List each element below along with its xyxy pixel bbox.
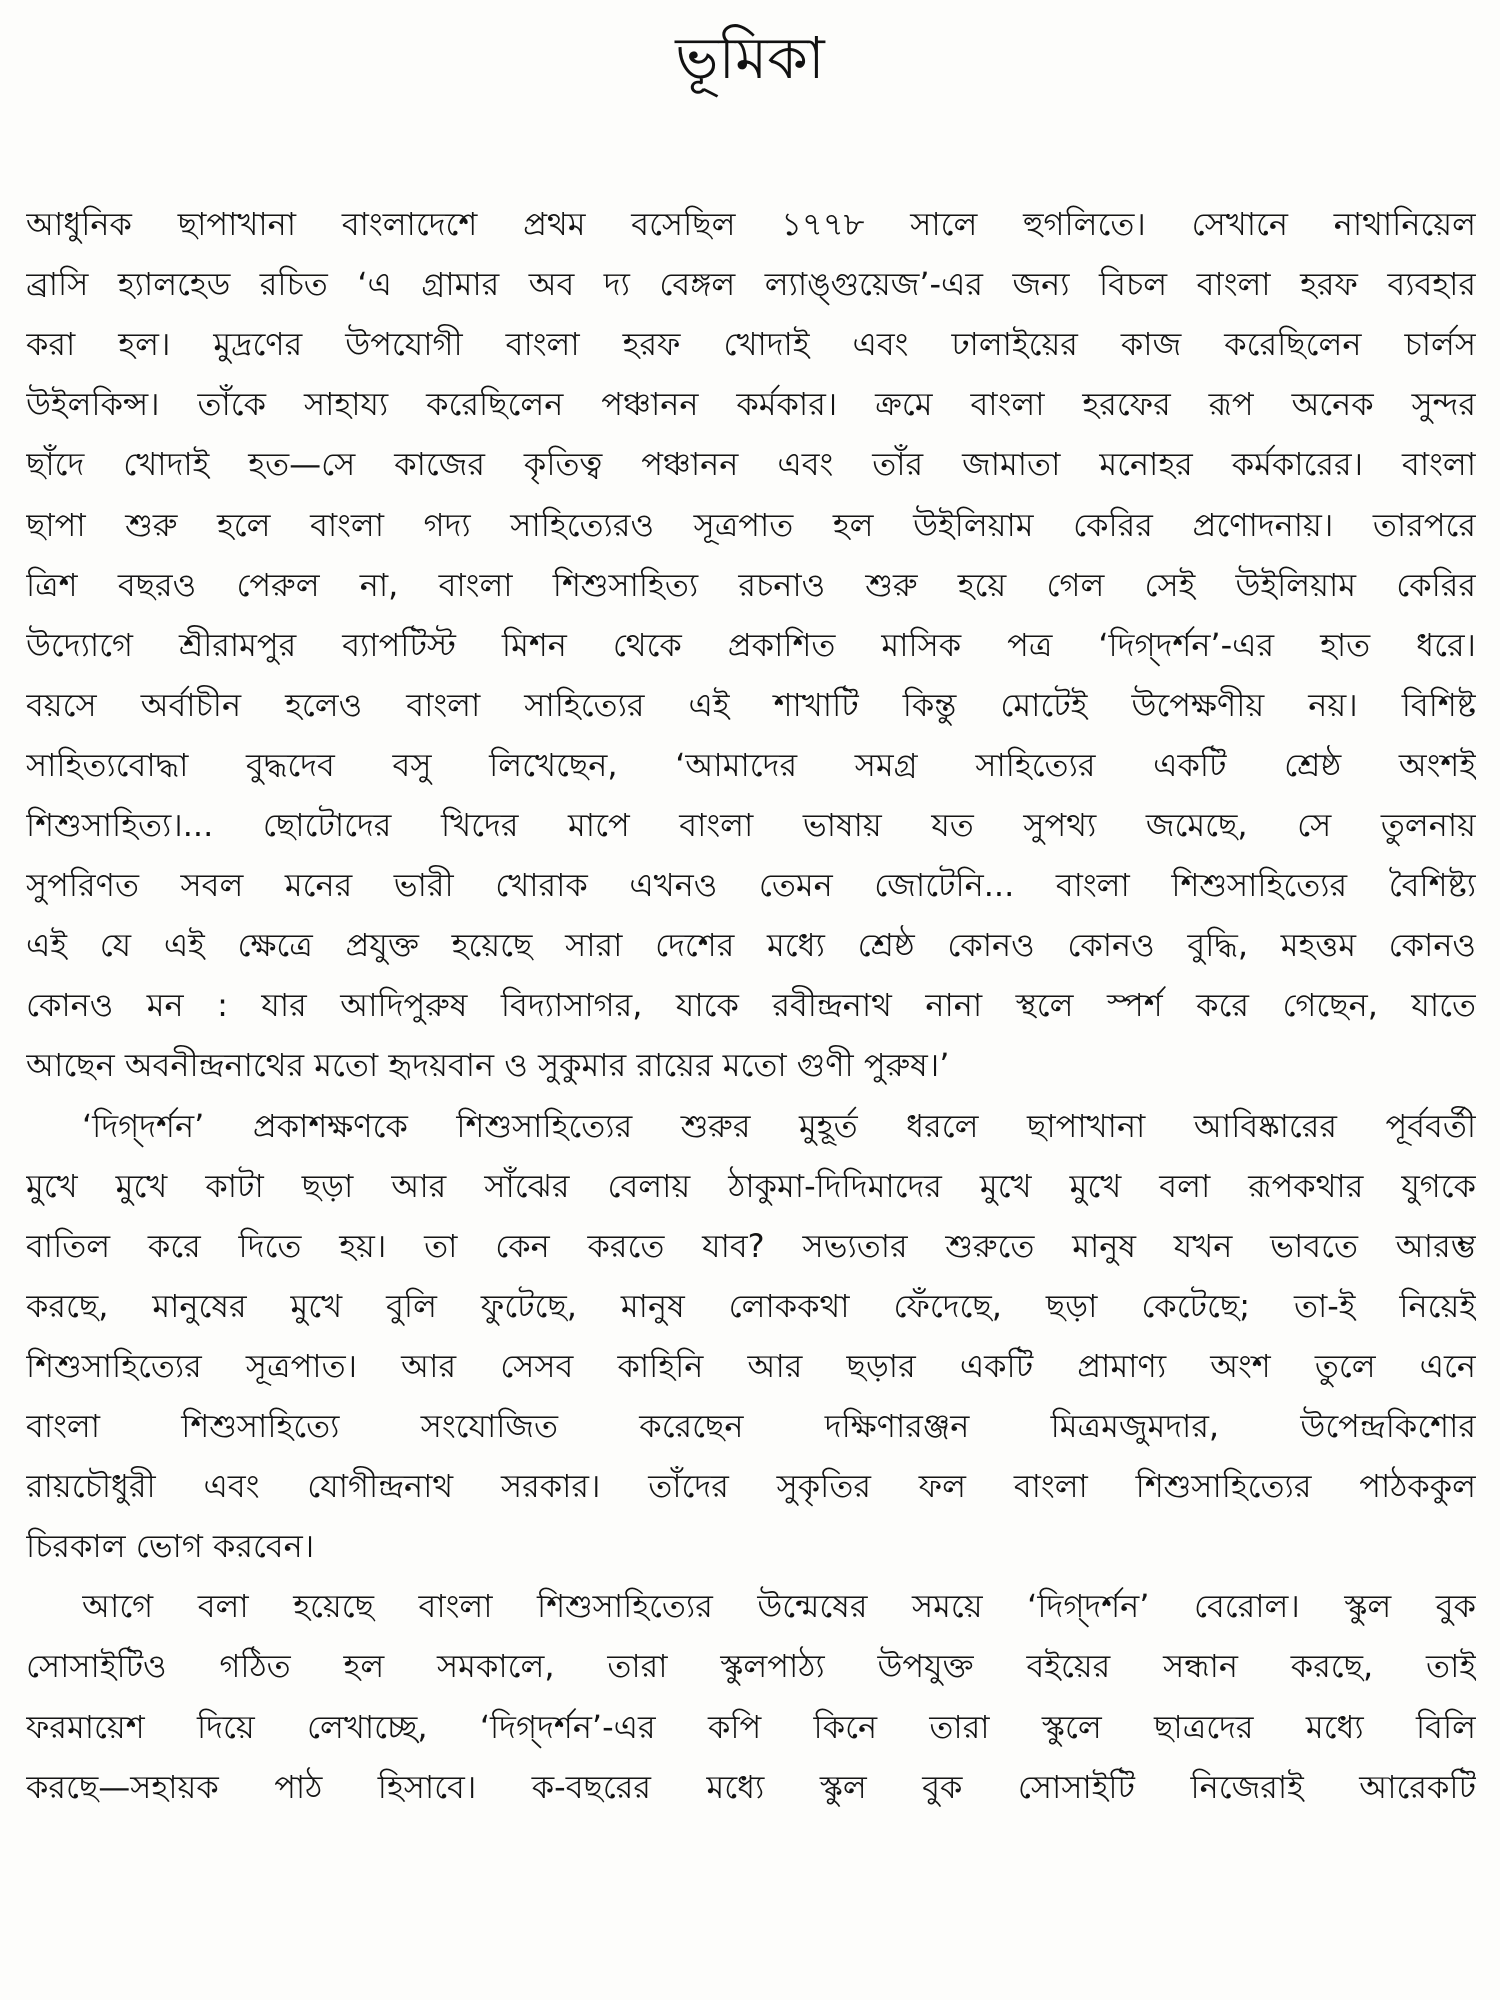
text-line: আছেন অবনীন্দ্রনাথের মতো হৃদয়বান ও সুকুমার রায়ের মতো গুণী পুরুষ।’ xyxy=(26,1046,950,1084)
text-line: সাহিত্যবোদ্ধা বুদ্ধদেব বসু লিখেছেন, ‘আমাদের সমগ্র সাহিত্যের একটি শ্রেষ্ঠ অংশই xyxy=(26,746,1476,784)
text-line: এই যে এই ক্ষেত্রে প্রযুক্ত হয়েছে সারা দেশের মধ্যে শ্রেষ্ঠ কোনও কোনও বুদ্ধি, মহত্তম কোনও xyxy=(26,926,1476,964)
text-line: বয়সে অর্বাচীন হলেও বাংলা সাহিত্যের এই শাখাটি কিন্তু মোটেই উপেক্ষণীয় নয়। বিশিষ্ট xyxy=(26,686,1476,724)
text-line: করছে—সহায়ক পাঠ হিসাবে। ক-বছরের মধ্যে স্কুল বুক সোসাইটি নিজেরাই আরেকটি xyxy=(26,1768,1476,1806)
text-line: ছাঁদে খোদাই হত—সে কাজের কৃতিত্ব পঞ্চানন এবং তাঁর জামাতা মনোহর কর্মকারের। বাংলা xyxy=(26,445,1476,483)
text-line: আগে বলা হয়েছে বাংলা শিশুসাহিত্যের উন্মেষের সময়ে ‘দিগ্‌দর্শন’ বেরোল। স্কুল বুক xyxy=(82,1587,1476,1625)
text-line: ব্রাসি হ্যালহেড রচিত ‘এ গ্রামার অব দ্য বেঙ্গল ল্যাঙ্গুয়েজ’-এর জন্য বিচল বাংলা হরফ ব্যবহার xyxy=(26,265,1476,303)
text-line: শিশুসাহিত্যের সূত্রপাত। আর সেসব কাহিনি আর ছড়ার একটি প্রামাণ্য অংশ তুলে এনে xyxy=(26,1347,1476,1385)
text-line: ত্রিশ বছরও পেরুল না, বাংলা শিশুসাহিত্য রচনাও শুরু হয়ে গেল সেই উইলিয়াম কেরির xyxy=(26,566,1476,604)
text-line: করছে, মানুষের মুখে বুলি ফুটেছে, মানুষ লোককথা ফেঁদেছে, ছড়া কেটেছে; তা-ই নিয়েই xyxy=(26,1287,1476,1325)
text-line: কোনও মন : যার আদিপুরুষ বিদ্যাসাগর, যাকে রবীন্দ্রনাথ নানা স্থলে স্পর্শ করে গেছেন, যাতে xyxy=(26,986,1476,1024)
text-line: ছাপা শুরু হলে বাংলা গদ্য সাহিত্যেরও সূত্রপাত হল উইলিয়াম কেরির প্রণোদনায়। তারপরে xyxy=(26,506,1476,544)
text-line: সোসাইটিও গঠিত হল সমকালে, তারা স্কুলপাঠ্য উপযুক্ত বইয়ের সন্ধান করছে, তাই xyxy=(26,1647,1476,1685)
text-line: উদ্যোগে শ্রীরামপুর ব্যাপটিস্ট মিশন থেকে প্রকাশিত মাসিক পত্র ‘দিগ্‌দর্শন’-এর হাত ধরে। xyxy=(26,626,1476,664)
text-line: বাংলা শিশুসাহিত্যে সংযোজিত করেছেন দক্ষিণারঞ্জন মিত্রমজুমদার, উপেন্দ্রকিশোর xyxy=(26,1407,1476,1445)
page-title: ভূমিকা xyxy=(675,24,825,92)
text-line: করা হল। মুদ্রণের উপযোগী বাংলা হরফ খোদাই এবং ঢালাইয়ের কাজ করেছিলেন চার্লস xyxy=(26,325,1476,363)
text-line: ‘দিগ্‌দর্শন’ প্রকাশক্ষণকে শিশুসাহিত্যের শুরুর মুহূর্ত ধরলে ছাপাখানা আবিষ্কারের পূর্ববর্তী xyxy=(82,1107,1476,1145)
text-line: ফরমায়েশ দিয়ে লেখাচ্ছে, ‘দিগ্‌দর্শন’-এর কপি কিনে তারা স্কুলে ছাত্রদের মধ্যে বিলি xyxy=(26,1708,1476,1746)
text-line: মুখে মুখে কাটা ছড়া আর সাঁঝের বেলায় ঠাকুমা-দিদিমাদের মুখে মুখে বলা রূপকথার যুগকে xyxy=(26,1167,1476,1205)
text-line: উইলকিন্স। তাঁকে সাহায্য করেছিলেন পঞ্চানন কর্মকার। ক্রমে বাংলা হরফের রূপ অনেক সুন্দর xyxy=(26,385,1476,423)
text-line: রায়চৌধুরী এবং যোগীন্দ্রনাথ সরকার। তাঁদের সুকৃতির ফল বাংলা শিশুসাহিত্যের পাঠককুল xyxy=(26,1467,1476,1505)
text-line: চিরকাল ভোগ করবেন। xyxy=(26,1527,315,1565)
text-line: বাতিল করে দিতে হয়। তা কেন করতে যাব? সভ্যতার শুরুতে মানুষ যখন ভাবতে আরম্ভ xyxy=(26,1227,1476,1265)
text-line: শিশুসাহিত্য।... ছোটোদের খিদের মাপে বাংলা ভাষায় যত সুপথ্য জমেছে, সে তুলনায় xyxy=(26,806,1476,844)
text-line: আধুনিক ছাপাখানা বাংলাদেশে প্রথম বসেছিল ১৭৭৮ সালে হুগলিতে। সেখানে নাথানিয়েল xyxy=(26,205,1476,243)
text-line: সুপরিণত সবল মনের ভারী খোরাক এখনও তেমন জোটেনি... বাংলা শিশুসাহিত্যের বৈশিষ্ট্য xyxy=(26,866,1476,904)
